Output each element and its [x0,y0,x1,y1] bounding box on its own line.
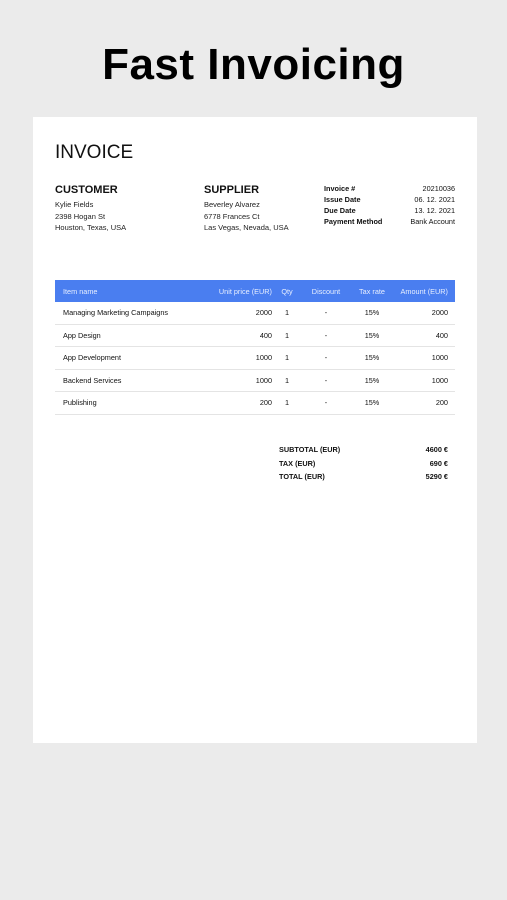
invoice-document [33,117,477,743]
cell-discount: - [324,398,328,408]
column-header-qty: Qty [281,286,293,296]
cell-qty: 1 [284,353,290,363]
column-header-item-name: Item name [63,286,98,296]
cell-amount: 1000 [431,353,448,363]
cell-tax-rate: 15% [364,353,380,363]
total-value: 5290 € [425,472,448,481]
customer-name: Kylie Fields [55,200,94,209]
cell-unit-price: 1000 [255,375,272,385]
meta-label: Due Date [324,206,356,215]
meta-label: Payment Method [324,217,383,226]
cell-qty: 1 [284,398,290,408]
cell-amount: 2000 [431,308,448,318]
supplier-name: Beverley Alvarez [204,200,260,209]
meta-row-due-date [324,205,455,216]
customer-street: 2398 Hogan St [55,211,106,221]
cell-unit-price: 1000 [255,353,272,363]
cell-tax-rate: 15% [364,398,380,408]
cell-tax-rate: 15% [364,375,380,385]
table-row [55,347,455,370]
cell-unit-price: 200 [259,398,272,408]
totals-block [279,443,448,484]
cell-unit-price: 400 [259,330,272,340]
tax-row [279,457,448,471]
column-header-unit-price: Unit price (EUR) [218,286,272,296]
cell-tax-rate: 15% [364,330,380,340]
cell-item-name: Backend Services [63,375,122,385]
table-row [55,325,455,348]
subtotal-value: 4600 € [425,445,448,454]
cell-qty: 1 [284,308,290,318]
line-items-table [55,280,455,415]
cell-item-name: Managing Marketing Campaigns [63,308,169,318]
meta-value: Bank Account [410,217,455,226]
customer-city: Houston, Texas, USA [55,223,127,232]
supplier-city: Las Vegas, Nevada, USA [204,223,289,232]
cell-tax-rate: 15% [364,308,380,318]
cell-amount: 400 [435,330,448,340]
meta-value: 13. 12. 2021 [414,206,455,215]
cell-qty: 1 [284,330,290,340]
cell-amount: 1000 [431,375,448,385]
cell-item-name: App Development [63,353,122,363]
cell-amount: 200 [435,398,448,408]
meta-value: 20210036 [422,184,455,193]
cell-item-name: App Design [63,330,101,340]
subtotal-label: SUBTOTAL (EUR) [279,445,341,454]
column-header-tax-rate: Tax rate [359,286,385,296]
column-header-amount: Amount (EUR) [400,286,448,296]
invoice-title: INVOICE [55,142,134,163]
table-row [55,302,455,325]
meta-label: Issue Date [324,195,361,204]
meta-row-invoice-number [324,183,455,194]
meta-row-issue-date [324,194,455,205]
supplier-heading: SUPPLIER [204,184,260,196]
cell-unit-price: 2000 [255,308,272,318]
total-row [279,470,448,484]
page-headline: Fast Invoicing [102,40,405,89]
cell-discount: - [324,330,328,340]
table-row [55,392,455,415]
cell-discount: - [324,308,328,318]
cell-item-name: Publishing [63,398,97,408]
meta-row-payment-method [324,216,455,227]
subtotal-row [279,443,448,457]
total-label: TOTAL (EUR) [279,472,325,481]
cell-qty: 1 [284,375,290,385]
supplier-block [204,184,289,234]
meta-label: Invoice # [324,184,356,193]
customer-heading: CUSTOMER [55,184,118,196]
invoice-meta [324,183,455,227]
cell-discount: - [324,353,328,363]
cell-discount: - [324,375,328,385]
table-header [55,280,455,302]
column-header-discount: Discount [311,286,341,296]
customer-block [55,184,126,234]
supplier-street: 6778 Frances Ct [204,211,260,221]
table-row [55,370,455,393]
meta-value: 06. 12. 2021 [414,195,455,204]
tax-label: TAX (EUR) [279,458,316,468]
tax-value: 690 € [429,458,448,468]
